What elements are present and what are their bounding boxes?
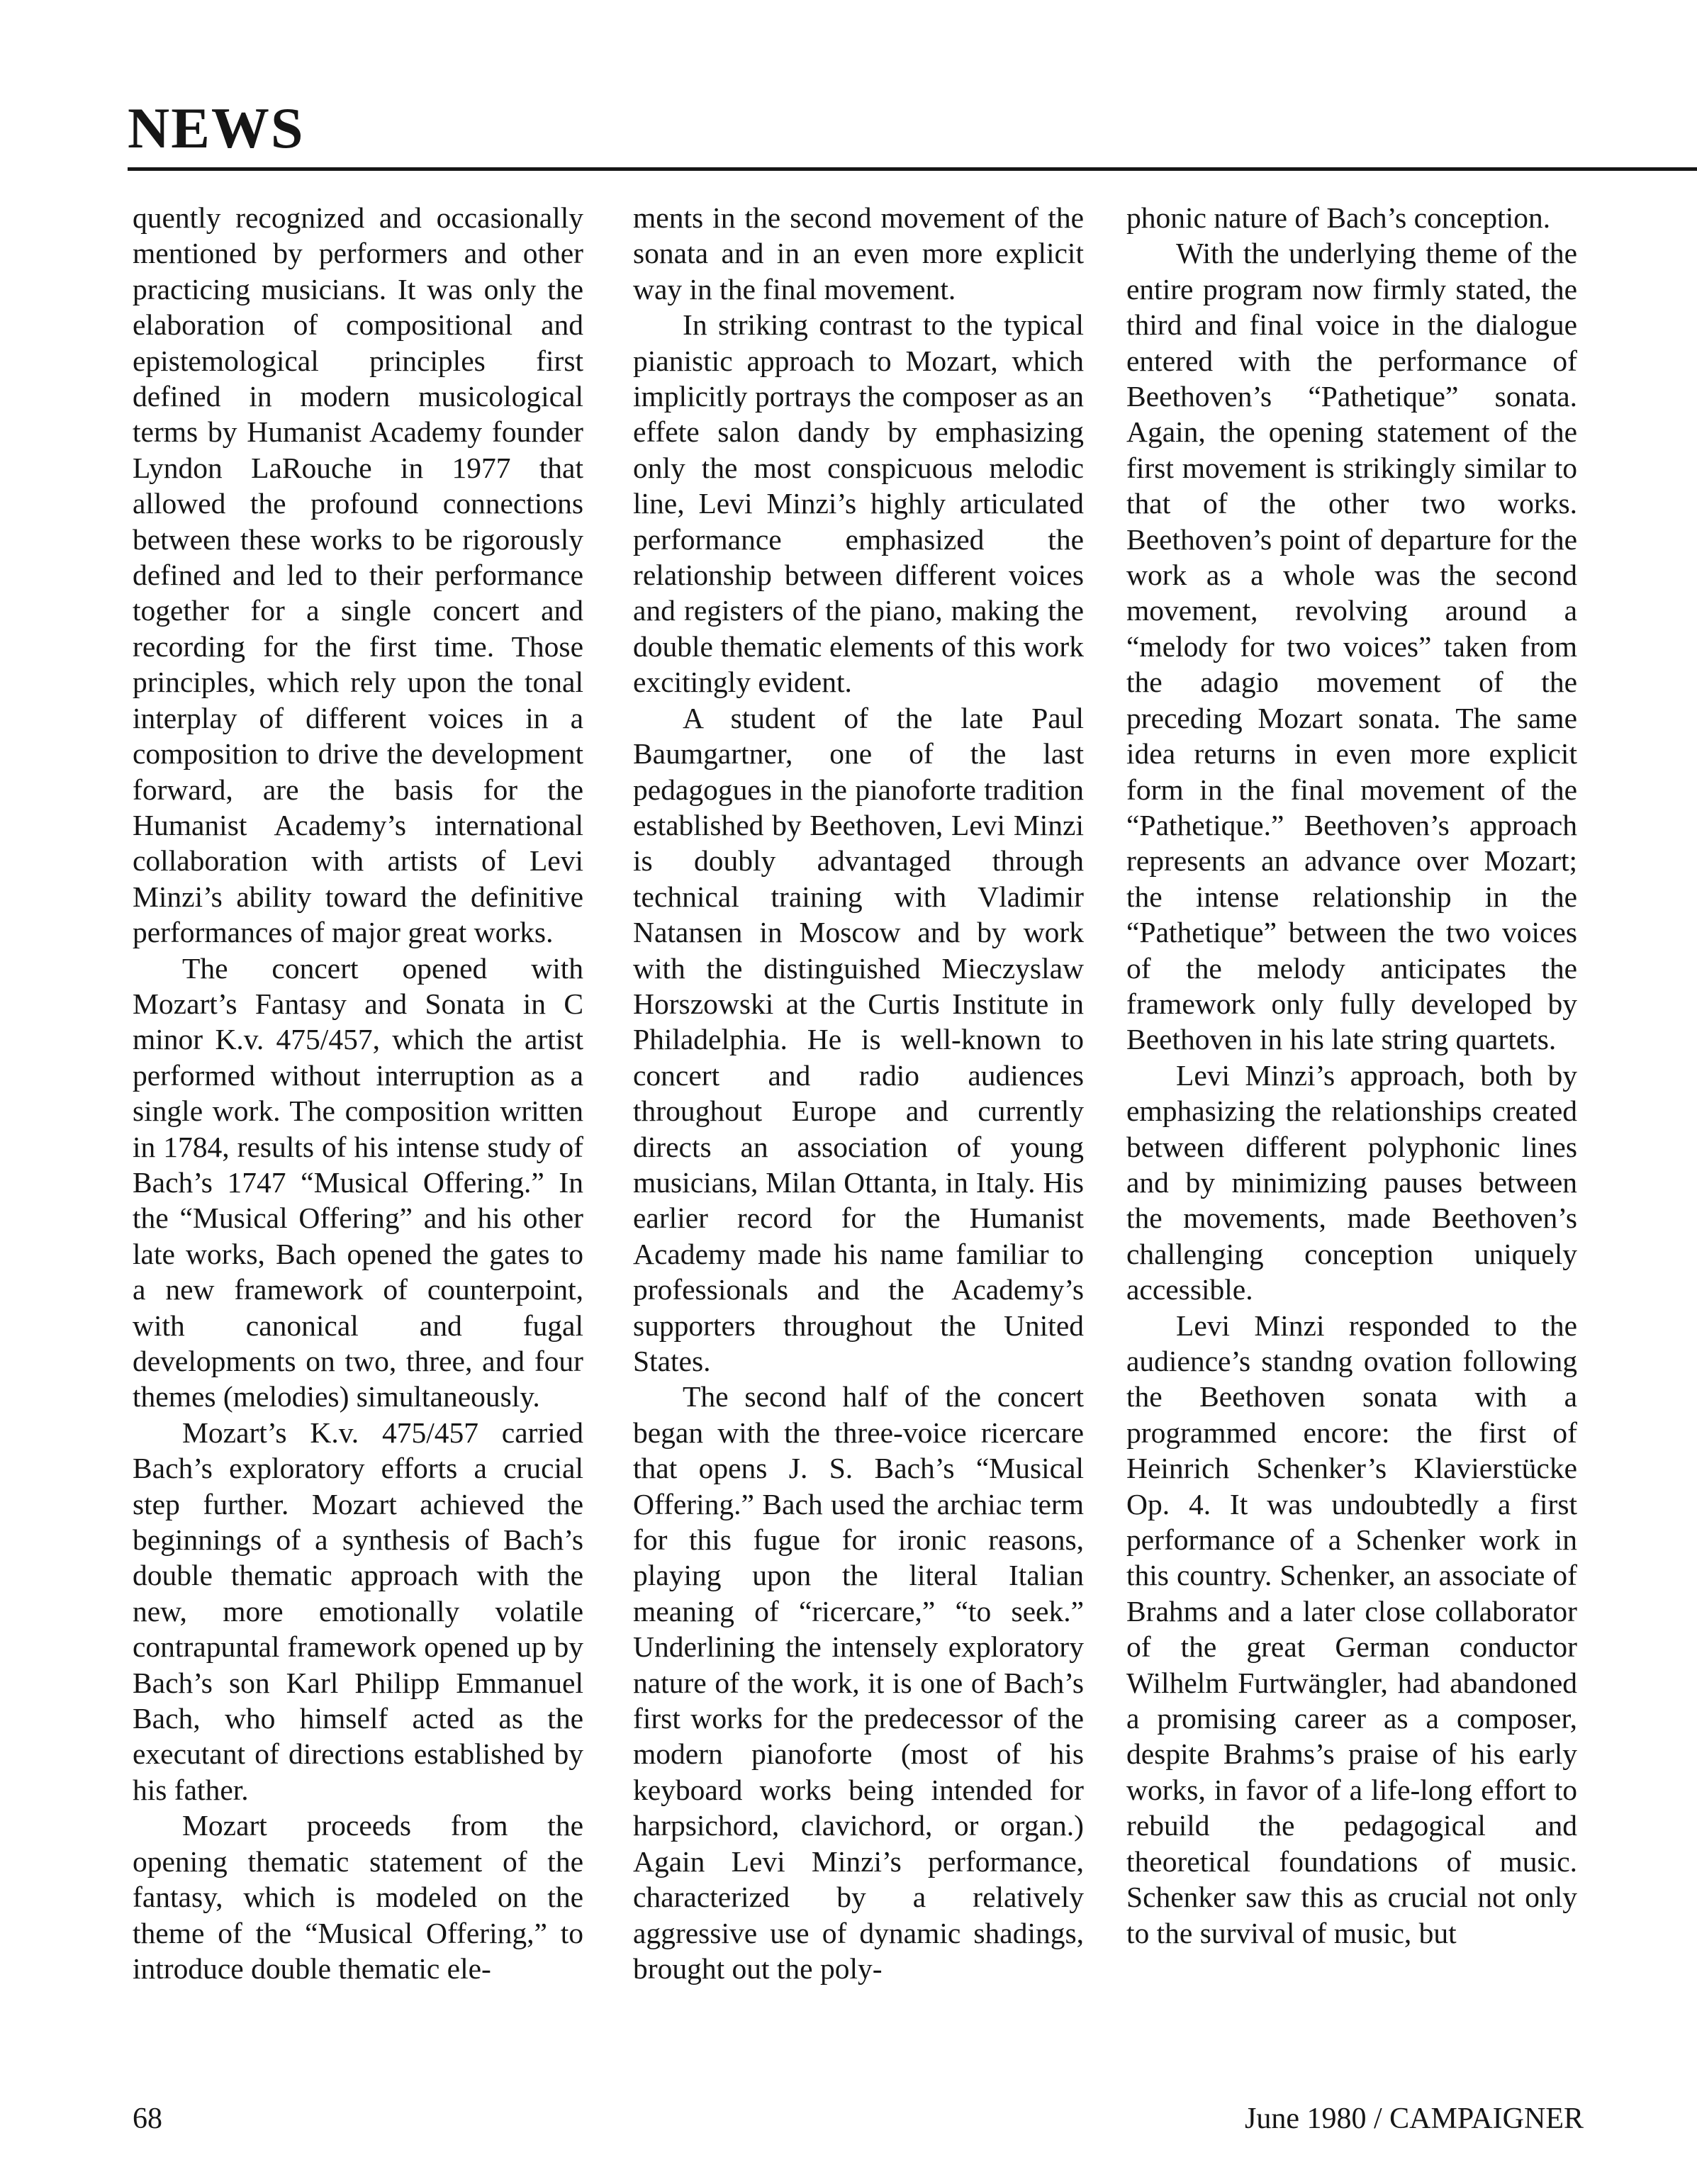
paragraph: Mozart proceeds from the opening thematic statement of the fantasy, which is modeled on the theme of the “Musical Offering,” to introduce double thematic ele- [133,1809,583,1985]
article-column-1 [133,200,583,1986]
header-rule [128,167,1697,171]
article-column-2 [633,200,1084,1986]
paragraph: A student of the late Paul Baumgartner, one of the last pedagogues in the pianoforte tradition established by Beethoven, Levi Minzi is doubly advantaged through technical training with Vladimir Natansen in Moscow and by work with the distinguished Mieczyslaw Horszowski at the Curtis Institute in Philadelphia. He is well-known to concert and radio audiences throughout Europe and currently directs an association of young musicians, Milan Ottanta, in Italy. His earlier record for the Humanist Academy made his name familiar to professionals and the Academy’s supporters throughout the United States. [633,701,1084,1377]
paragraph: With the underlying theme of the entire program now firmly stated, the third and final voice in the dialogue entered with the performance of Beethoven’s “Pathetique” sonata. Again, the opening statement of the first movement is strikingly similar to that of the other two works. Beethoven’s point of departure for the work as a whole was the second movement, revolving around a “melody for two voices” taken from the adagio movement of the preceding Mozart sonata. The same idea returns in even more explicit form in the final movement of the “Pathetique.” Beethoven’s approach represents an advance over Mozart; the intense relationship in the “Pathetique” between the two voices of the melody anticipates the framework only fully developed by Beethoven in his late string quartets. [1126,237,1577,1056]
section-title: NEWS [128,96,305,160]
paragraph: quently recognized and occasionally mentioned by performers and other practicing musicians. It was only the elaboration of compositional and epistemological principles first defined in modern musicological terms by Humanist Academy founder Lyndon LaRouche in 1977 that allowed the profound connections between these works to be rigorously defined and led to their performance together for a single concert and recording for the first time. Those principles, which rely upon the tonal interplay of different voices in a composition to drive the development forward, are the basis for the Humanist Academy’s international collaboration with artists of Levi Minzi’s ability toward the definitive performances of major great works. [133,201,583,949]
paragraph: The second half of the concert began with the three-voice ricercare that opens J. S. Bach’s “Musical Offering.” Bach used the archiac term for this fugue for ironic reasons, playing upon the literal Italian meaning of “ricercare,” “to seek.” Underlining the intensely exploratory nature of the work, it is one of Bach’s first works for the predecessor of the modern pianoforte (most of his keyboard works being intended for harpsichord, clavichord, or organ.) Again Levi Minzi’s performance, characterized by a relatively aggressive use of dynamic shadings, brought out the poly- [633,1380,1084,1985]
paragraph: Levi Minzi’s approach, both by emphasizing the relationships created between different polyphonic lines and by minimizing pauses between the movements, made Beethoven’s challenging conception uniquely accessible. [1126,1058,1577,1306]
issue-line: June 1980 / CAMPAIGNER [1245,2102,1584,2135]
paragraph: phonic nature of Bach’s conception. [1126,201,1551,234]
article-column-3 [1126,200,1577,1951]
paragraph: ments in the second movement of the sonata and in an even more explicit way in the final movement. [633,201,1084,306]
paragraph: The concert opened with Mozart’s Fantasy and Sonata in C minor K.v. 475/457, which the artist performed without interruption as a single work. The composition written in 1784, results of his intense study of Bach’s 1747 “Musical Offering.” In the “Musical Offering” and his other late works, Bach opened the gates to a new framework of counterpoint, with canonical and fugal developments on two, three, and four themes (melodies) simultaneously. [133,951,583,1413]
paragraph: Levi Minzi responded to the audience’s standng ovation following the Beethoven sonata with a programmed encore: the first of Heinrich Schenker’s Klavierstücke Op. 4. It was undoubtedly a first performance of a Schenker work in this country. Schenker, an associate of Brahms and a later close collaborator of the great German conductor Wilhelm Furtwängler, had abandoned a promising career as a composer, despite Brahms’s praise of his early works, in favor of a life-long effort to rebuild the pedagogical and theoretical foundations of music. Schenker saw this as crucial not only to the survival of music, but [1126,1309,1577,1949]
paragraph: Mozart’s K.v. 475/457 carried Bach’s exploratory efforts a crucial step further. Mozart achieved the beginnings of a synthesis of Bach’s double thematic approach with the new, more emotionally volatile contrapuntal framework opened up by Bach’s son Karl Philipp Emmanuel Bach, who himself acted as the executant of directions established by his father. [133,1416,583,1806]
page-number: 68 [133,2102,162,2135]
paragraph: In striking contrast to the typical pianistic approach to Mozart, which implicitly portrays the composer as an effete salon dandy by emphasizing only the most conspicuous melodic line, Levi Minzi’s highly articulated performance emphasized the relationship between different voices and registers of the piano, making the double thematic elements of this work excitingly evident. [633,308,1084,699]
